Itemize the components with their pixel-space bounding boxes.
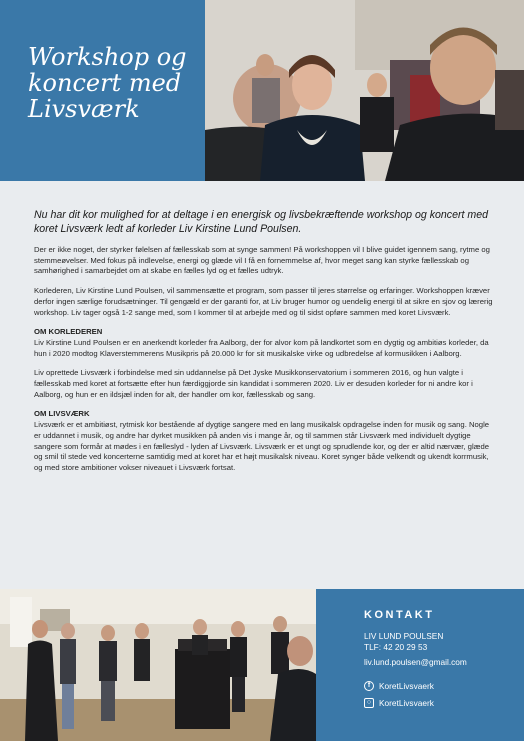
facebook-icon: f [364,681,374,691]
facebook-handle: KoretLivsvaerk [379,681,434,691]
leader-paragraph: Liv oprettede Livsværk i forbindelse med sin uddannelse på Det Jyske Musikkonservatorium i sommeren 2016, og hun valgte i fællesskab med koret at fortsætte efter hun færdiggjorde sin kandidat i sommeren 2020. Liv er desuden korleder for ni andre kor i Aalborg, og hun er en ildsjæl inden for alt, der handler om kor, fællesskab og sang. [34,368,473,399]
choir-paragraph: Livsværk er et ambitiøst, rytmisk kor bestående af dygtige sangere med en lang musikalsk opdragelse inden for musik og sang. Nogle er uddannet i musik, og andre har dyrket musikken på anden vis i mange år, og til sammen står Livsværk med individuelt dygtige sangere som formår at mødes i en fælleslyd - lyden af Livsværk. Livsværk er et ungt og sprudlende kor, og der er altid nærvær, glæde og smil til stede ved koncerterne samtidig med at koret har et højt musikalsk niveau. Koret synger både velkendt og ukendt korrmusik, og med store ambitioner vokser niveauet i Livsværk fortsat. [34,420,490,472]
intro-text: Nu har dit kor mulighed for at deltage i en energisk og livsbekræftende workshop og koncert med koret Livsværk ledt af korleder Liv Kirstine Lund Poulsen. [34,209,489,235]
contact-panel [316,589,524,741]
page-title: Workshop og koncert med Livsværk [28,43,187,123]
instagram-link[interactable] [364,698,434,708]
header [0,0,524,181]
facebook-link[interactable] [364,681,434,691]
title-panel [0,0,205,181]
section-heading-choir: OM LIVSVÆRK [34,409,90,419]
contact-name: LIV LUND POULSEN [364,631,444,641]
leader-paragraph: Liv Kirstine Lund Poulsen er en anerkendt korleder fra Aalborg, der for alvor kom på landkortet som en dygtig og ambitiøs korleder, da hun i 2020 modtog Klaverstemmerens Musikpris på 20.000 kr for sit musikalske virke og udbredelse af kormusikken i Aalborg. [34,337,489,358]
main-content [34,208,494,483]
contact-email[interactable]: liv.lund.poulsen@gmail.com [364,657,467,667]
contact-title: KONTAKT [364,609,435,621]
instagram-handle: KoretLivsvaerk [379,698,434,708]
choir-singing-photo [205,0,524,181]
body-paragraph: Der er ikke noget, der styrker følelsen af fællesskab som at synge sammen! På workshoppen vil I blive guidet igennem sang, rytme og stemmeøvelser. Med fokus på indlevelse, energi og glæde vil I få en fornemmelse af, hvor meget sang kan styrke fællesskab og samhørighed i samarbejdet om at skabe en fælles lyd og et fælles udtryk. [34,245,490,276]
choir-rehearsal-photo [0,589,316,741]
section-heading-leader: OM KORLEDEREN [34,327,103,337]
instagram-icon: ○ [364,698,374,708]
contact-phone[interactable]: TLF: 42 20 29 53 [364,642,428,652]
body-paragraph: Korlederen, Liv Kirstine Lund Poulsen, vil sammensætte et program, som passer til jeres størrelse og erfaringer. Workshoppen kræver derfor ingen særlige forudsætninger. Til gengæld er der garanti for, at Liv bruger humor og uendelig energi til at sikre en sjov og lærerig workshop. Liv tager også 1-2 sange med, som I kommer til at arbejde med og til sidst opføre sammen med koret Livsværk. [34,286,493,317]
